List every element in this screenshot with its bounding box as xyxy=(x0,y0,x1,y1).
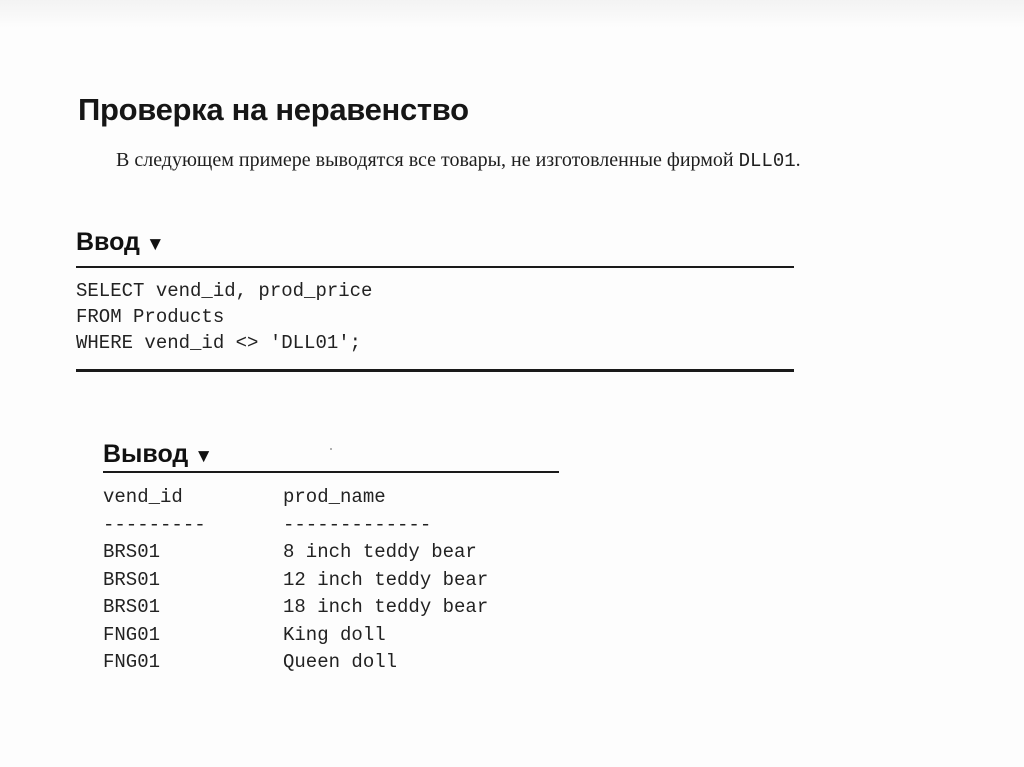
intro-text: В следующем примере выводятся все товары, не изготовленные фирмой xyxy=(116,149,734,171)
output-label-text: Вывод xyxy=(103,440,189,468)
section-title: Проверка на неравенство xyxy=(78,92,469,127)
prod-name-cell: 8 inch teddy bear xyxy=(283,541,477,563)
intro-period: . xyxy=(795,149,801,171)
vend-id-cell: BRS01 xyxy=(103,596,161,618)
vend-id-cell: BRS01 xyxy=(103,568,161,591)
column-header-vend-id: vend_id xyxy=(103,486,183,508)
intro-vendor-code: DLL01 xyxy=(738,150,796,172)
input-top-rule xyxy=(76,266,794,268)
input-down-arrow-icon: ▼ xyxy=(145,234,165,255)
output-down-arrow-icon: ▼ xyxy=(194,446,214,467)
table-row xyxy=(103,569,488,597)
intro-paragraph xyxy=(78,146,818,176)
vend-id-cell: FNG01 xyxy=(103,623,161,646)
code-line: SELECT vend_id, prod_price xyxy=(76,280,373,302)
code-line: WHERE vend_id <> 'DLL01'; xyxy=(76,332,362,354)
code-line: FROM Products xyxy=(76,306,225,328)
table-row xyxy=(103,624,488,652)
table-row xyxy=(103,541,488,569)
prod-name-cell: 18 inch teddy bear xyxy=(283,596,489,618)
input-label xyxy=(76,228,165,257)
prod-name-cell: 12 inch teddy bear xyxy=(283,568,489,591)
prod-name-cell: Queen doll xyxy=(283,651,398,673)
input-bottom-rule xyxy=(76,369,794,372)
page-top-shadow xyxy=(0,0,1024,28)
result-table xyxy=(103,486,488,679)
prod-name-cell: King doll xyxy=(283,623,386,646)
vend-id-cell: FNG01 xyxy=(103,651,161,673)
output-label xyxy=(103,440,213,469)
table-row xyxy=(103,651,488,679)
sql-code-block xyxy=(76,278,372,356)
separator-cell: --------- xyxy=(103,513,206,536)
scan-speck xyxy=(330,448,332,450)
table-row xyxy=(103,596,488,624)
output-rule xyxy=(103,471,559,473)
table-header-row xyxy=(103,486,488,514)
vend-id-cell: BRS01 xyxy=(103,541,161,563)
column-header-prod-name: prod_name xyxy=(283,486,386,508)
table-separator-row xyxy=(103,514,488,542)
input-label-text: Ввод xyxy=(76,228,140,256)
separator-cell: ------------- xyxy=(283,513,432,536)
